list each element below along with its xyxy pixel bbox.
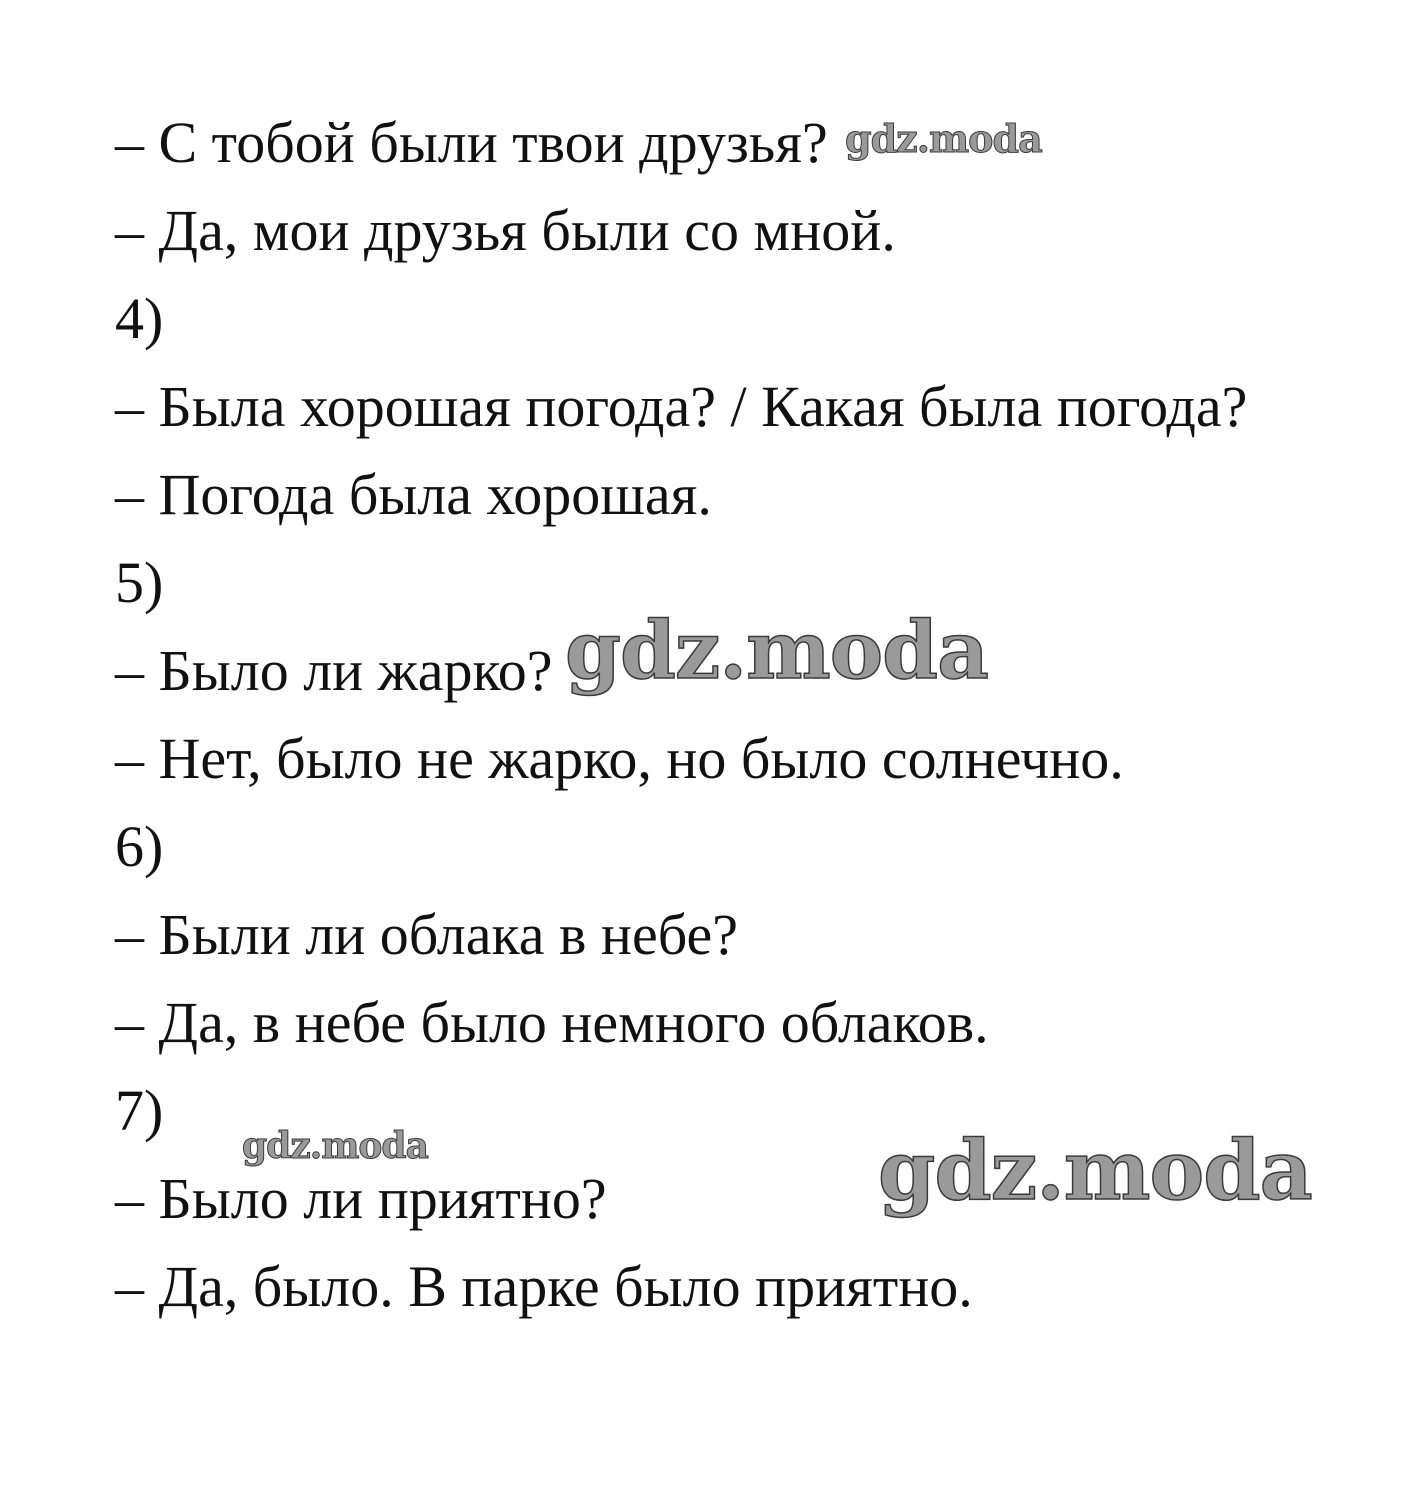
line-answer-friends: – Да, мои друзья были со мной. — [115, 198, 896, 263]
watermark-small-top: gdz.moda — [845, 116, 1042, 161]
line-question-friends: – С тобой были твои друзья? — [115, 110, 828, 175]
line-answer-clouds: – Да, в небе было немного облаков. — [115, 990, 989, 1055]
item-number-4: 4) — [115, 286, 164, 351]
line-answer-weather: – Погода была хорошая. — [115, 462, 712, 527]
watermark-large-bottom: gdz.moda — [878, 1123, 1312, 1219]
line-question-pleasant: – Было ли приятно? — [115, 1166, 607, 1231]
line-answer-hot: – Нет, было не жарко, но было солнечно. — [115, 726, 1124, 791]
line-answer-pleasant: – Да, было. В парке было приятно. — [115, 1254, 973, 1319]
item-number-5: 5) — [115, 550, 164, 615]
item-number-6: 6) — [115, 814, 164, 879]
watermark-small-bottom: gdz.moda — [242, 1125, 428, 1167]
watermark-large-middle: gdz.moda — [565, 603, 988, 697]
line-question-weather: – Была хорошая погода? / Какая была погода? — [115, 374, 1248, 439]
item-number-7: 7) — [115, 1078, 164, 1143]
line-question-clouds: – Были ли облака в небе? — [115, 902, 738, 967]
line-question-hot: – Было ли жарко? — [115, 638, 553, 703]
